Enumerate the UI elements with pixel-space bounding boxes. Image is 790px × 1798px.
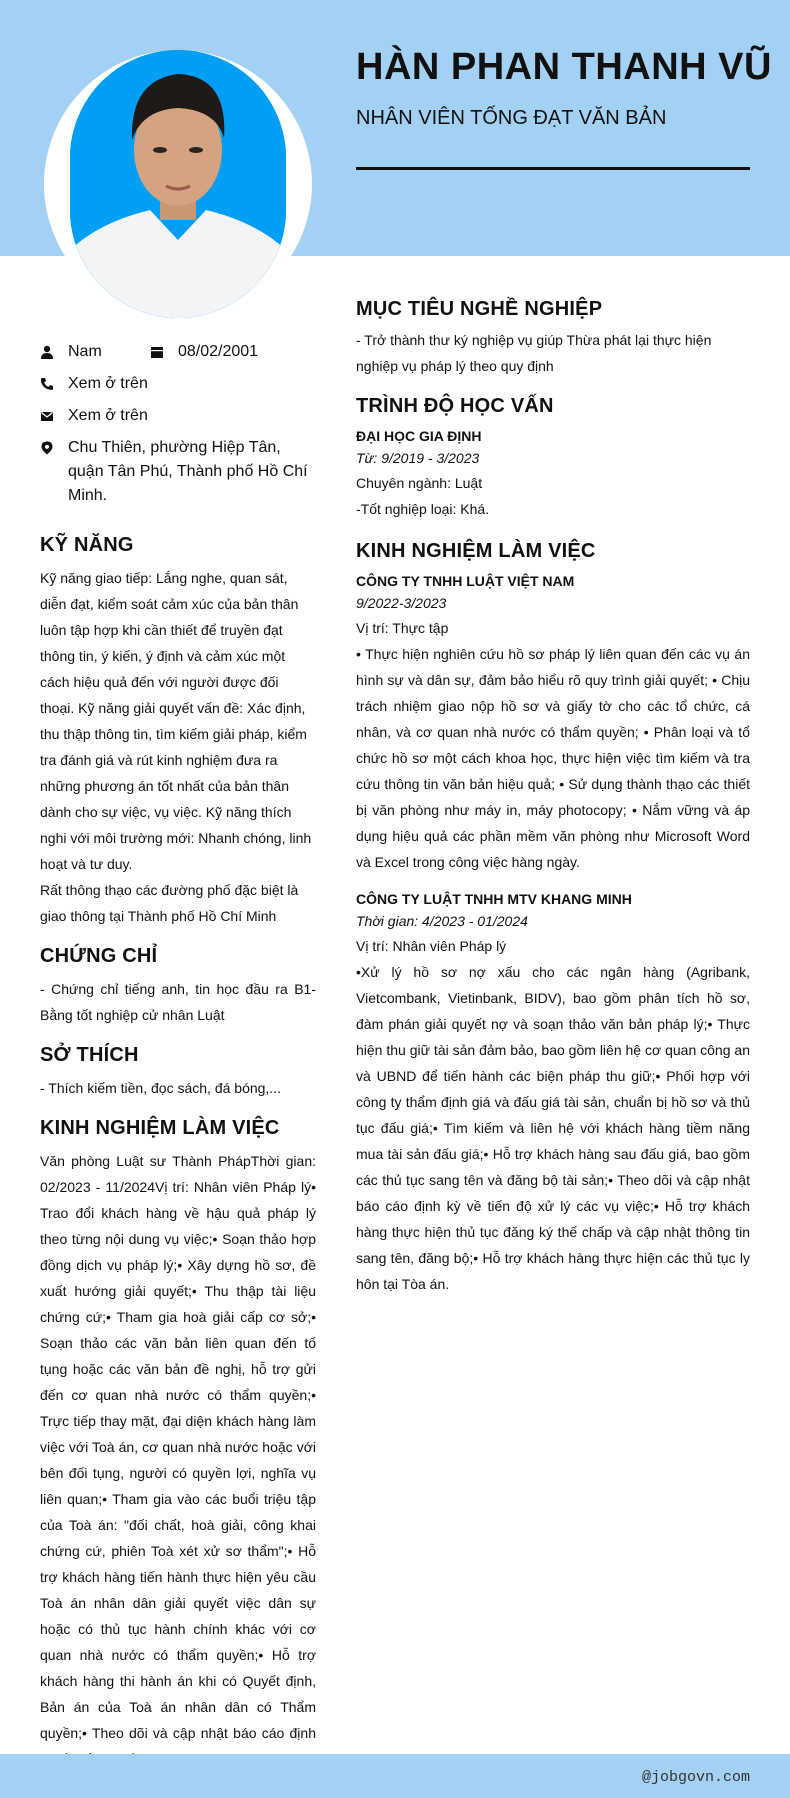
avatar-frame [44, 50, 312, 318]
right-column [356, 298, 750, 1297]
hobbies-title: SỞ THÍCH [40, 1044, 139, 1066]
left-column [40, 340, 316, 1772]
skills-title: KỸ NĂNG [40, 534, 134, 556]
experience-company: CÔNG TY LUẬT TNHH MTV KHANG MINH [356, 891, 632, 907]
education-school: ĐẠI HỌC GIA ĐỊNH [356, 428, 482, 444]
experience-position: Vị trí: Nhân viên Pháp lý [356, 938, 507, 954]
gender-text: Nam [68, 343, 102, 360]
experience-item [356, 889, 750, 1297]
experience-description: • Thực hiện nghiên cứu hồ sơ pháp lý liên quan đến các vụ án hình sự và dân sự, đảm bảo hiểu rõ quy trình giải quyết; • Chịu trách nhiệm giao nộp hồ sơ và giấy tờ cho các tổ chức, cá nhân, và cơ quan nhà nước có thẩm quyền; • Phân loại và tổ chức hồ sơ một cách khoa học, thực hiện việc tìm kiếm và tra cứu thông tin văn bản hiệu quả; • Sử dụng thành thạo các thiết bị văn phòng như máy in, máy photocopy; • Nắm vững và áp dụng hiệu quả các phần mềm văn phòng như Microsoft Word và Excel trong công việc hàng ngày. [356, 646, 750, 870]
objective-title: MỤC TIÊU NGHỀ NGHIỆP [356, 298, 603, 320]
left-experience-title: KINH NGHIỆM LÀM VIỆC [40, 1117, 280, 1139]
watermark: @jobgovn.com [641, 1769, 750, 1786]
birthdate-text: 08/02/2001 [178, 343, 259, 360]
skills-text-2: Rất thông thạo các đường phố đặc biệt là giao thông tại Thành phố Hồ Chí Minh [40, 882, 299, 924]
contact-pair [40, 340, 316, 372]
certificates-text: - Chứng chỉ tiếng anh, tin học đầu ra B1-Bằng tốt nghiệp cử nhân Luật [40, 981, 316, 1023]
job-title: NHÂN VIÊN TỐNG ĐẠT VĂN BẢN [356, 107, 667, 129]
contact-phone [40, 372, 316, 396]
skills-text: Kỹ năng giao tiếp: Lắng nghe, quan sát, diễn đạt, kiểm soát cảm xúc của bản thân luôn tập hợp khi cần thiết để truyền đạt thông tin, ý kiến, ý định và cảm xúc một cách hiệu quả đến với người được đối thoại. Kỹ năng giải quyết vấn đề: Xác định, thu thập thông tin, tìm kiếm giải pháp, kiểm tra đánh giá và rút kinh nghiệm đưa ra những phương án tốt nhất của bản thân dành cho sự việc, vụ việc. Kỹ năng thích nghi với môi trường mới: Nhanh chóng, linh hoạt và tư duy. [40, 570, 312, 872]
left-experience-text: Văn phòng Luật sư Thành PhápThời gian: 02/2023 - 11/2024Vị trí: Nhân viên Pháp lý• Trao đổi khách hàng về hậu quả pháp lý theo từng nội dung vụ việc;• Soạn thảo hợp đồng dịch vụ pháp lý;• Xây dựng hồ sơ, đề xuất hướng giải quyết;• Thu thập tài liệu chứng cứ;• Tham gia hoà giải cấp cơ sở;• Soạn thảo các văn bản liên quan đến tố tụng hoặc các văn bản đề nghị, hỗ trợ gửi đến cơ quan nhà nước có thẩm quyền;• Trực tiếp thay mặt, đại diện khách hàng làm việc với Toà án, cơ quan nhà nước hoặc với bên đối tụng, người có quyền lợi, nghĩa vụ liên quan;• Tham gia vào các buổi triệu tập của Toà án: "đối chất, hoà giải, công khai chứng cứ, phiên Toà xét xử sơ thẩm";• Hỗ trợ khách hàng tiến hành thực hiện yêu cầu Toà án nhân dân giải quyết việc dân sự hoặc có thủ tục hành chính khác với cơ quan nhà nước có thẩm quyền;• Hỗ trợ khách hàng thi hành án khi có Quyết định, Bản án của Toà án nhân dân có Thẩm quyền;• Theo dõi và cập nhật báo cáo định [40, 1153, 316, 1741]
education-major: Chuyên ngành: Luật [356, 475, 483, 491]
candidate-name: HÀN PHAN THANH VŨ [356, 46, 772, 88]
contact-birthdate [150, 340, 258, 364]
avatar [70, 50, 286, 318]
experience-position: Vị trí: Thực tập [356, 620, 449, 636]
phone-icon [40, 377, 54, 391]
phone-text: Xem ở trên [68, 375, 148, 392]
experience-title: KINH NGHIỆM LÀM VIỆC [356, 540, 596, 562]
divider [356, 167, 750, 170]
hobbies-text: - Thích kiếm tiền, đọc sách, đá bóng,... [40, 1080, 281, 1096]
certificates-title: CHỨNG CHỈ [40, 945, 158, 967]
contact-address [40, 436, 316, 508]
education-title: TRÌNH ĐỘ HỌC VẤN [356, 395, 554, 417]
objective-text: - Trở thành thư ký nghiệp vụ giúp Thừa phát lại thực hiện nghiệp vụ pháp lý theo quy định [356, 332, 712, 374]
education-period: Từ: 9/2019 - 3/2023 [356, 450, 480, 466]
contact-gender [40, 340, 150, 364]
experience-company: CÔNG TY TNHH LUẬT VIỆT NAM [356, 573, 575, 589]
contact-email [40, 404, 316, 428]
experience-period: Thời gian: 4/2023 - 01/2024 [356, 913, 528, 929]
email-text: Xem ở trên [68, 407, 148, 424]
experience-item [356, 571, 750, 875]
education-grade: -Tốt nghiệp loại: Khá. [356, 501, 490, 517]
experience-description: •Xử lý hồ sơ nợ xấu cho các ngân hàng (Agribank, Vietcombank, Vietinbank, BIDV), bao gồm phân tích hồ sơ, đàm phán giải quyết nợ và soạn thảo văn bản pháp lý;• Thực hiện thu giữ tài sản đảm bảo, bao gồm liên hệ cơ quan công an và UBND để tiến hành các biện pháp thu giữ;• Phối hợp với công ty thẩm định giá và đấu giá tài sản, chuẩn bị hồ sơ và thủ tục đấu giá;• Tìm kiếm và liên hệ với khách hàng tiềm năng mua tài sản đấu giá;• Hỗ trợ khách hàng sau đấu giá, bao gồm các thủ tục sang tên và đăng bộ tài sản;• Theo dõi và cập nhật báo cáo định kỳ về tiến độ xử lý các vụ việc;• Hỗ trợ khách hàng thực hiện thủ tục đăng ký thế chấp và cập nhật thông tin sang tên, đăng bộ;• Hỗ trợ khách hàng thực hiện các thủ tục ly hôn tại Tòa án. [356, 964, 750, 1292]
location-icon [40, 441, 54, 455]
address-text: Chu Thiên, phường Hiệp Tân, quận Tân Phú, Thành phố Hồ Chí Minh. [68, 439, 308, 504]
calendar-icon [150, 345, 164, 359]
user-icon [40, 345, 54, 359]
experience-period: 9/2022-3/2023 [356, 595, 447, 611]
mail-icon [40, 409, 54, 423]
